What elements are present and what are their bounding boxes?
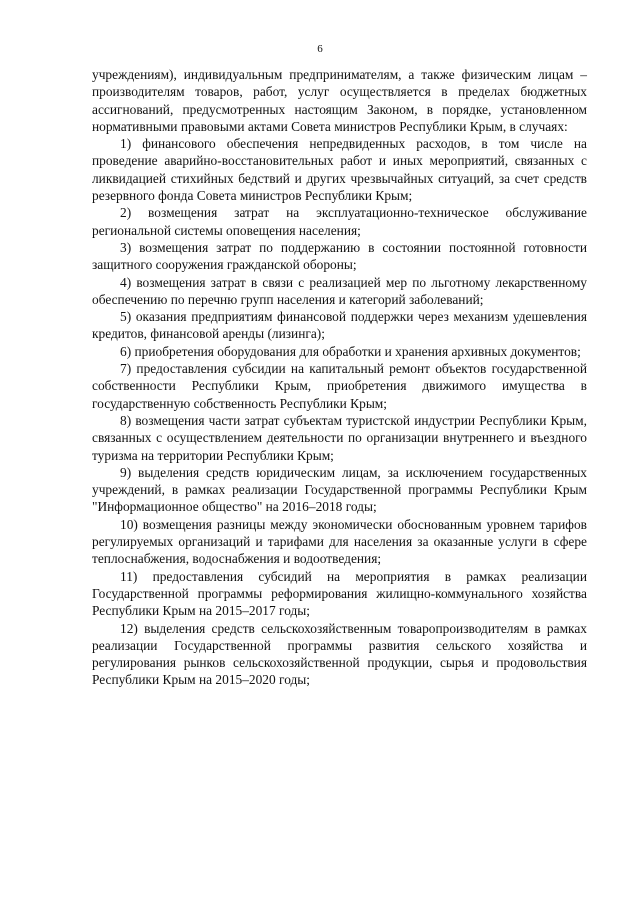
page-number: 6 [317, 43, 323, 55]
list-item-2: 2) возмещения затрат на эксплуатационно-техническое обслуживание региональной системы оповещения населения; [92, 205, 587, 238]
list-item-9: 9) выделения средств юридическим лицам, за исключением государственных учреждений, в рамках реализации Государственной программы Республики Крым "Информационное общество" на 2016–2018 годы; [92, 464, 587, 515]
list-item-5: 5) оказания предприятиям финансовой поддержки через механизм удешевления кредитов, финансовой аренды (лизинга); [92, 309, 587, 342]
document-body [92, 66, 587, 689]
list-item-7: 7) предоставления субсидии на капитальный ремонт объектов государственной собственности Республики Крым, приобретения движимого имущества в государственную собственность Республики Крым; [92, 361, 587, 411]
list-item-1: 1) финансового обеспечения непредвиденных расходов, в том числе на проведение аварийно-восстановительных работ и иных мероприятий, связанных с ликвидацией стихийных бедствий и других чрезвычайных ситуаций, за счет средств резервного фонда Совета министров Республики Крым; [92, 136, 587, 204]
list-item-3: 3) возмещения затрат по поддержанию в состоянии постоянной готовности защитного сооружения гражданской обороны; [92, 239, 587, 273]
list-item-12: 12) выделения средств сельскохозяйственным товаропроизводителям в рамках реализации Государственной программы развития сельского хозяйства и регулирования рынков сельскохозяйственной продукции, сырья и продовольствия Республики Крым на 2015–2020 годы; [92, 620, 587, 688]
intro-paragraph: учреждениям), индивидуальным предпринимателям, а также физическим лицам – производителям товаров, работ, услуг осуществляется в пределах бюджетных ассигнований, предусмотренных настоящим Законом, в порядке, установленном нормативными правовыми актами Совета министров Республики Крым, в случаях: [92, 67, 587, 134]
list-item-4: 4) возмещения затрат в связи с реализацией мер по льготному лекарственному обеспечению по перечню групп населения и категорий заболеваний; [92, 274, 587, 307]
list-item-6: 6) приобретения оборудования для обработки и хранения архивных документов; [120, 343, 581, 359]
list-item-8: 8) возмещения части затрат субъектам туристской индустрии Республики Крым, связанных с осуществлением деятельности по организации внутреннего и въездного туризма на территории Республики Крым; [92, 412, 587, 463]
list-item-11: 11) предоставления субсидий на мероприятия в рамках реализации Государственной программы реформирования жилищно-коммунального хозяйства Республики Крым на 2015–2017 годы; [92, 568, 587, 619]
list-item-10: 10) возмещения разницы между экономически обоснованным уровнем тарифов регулируемых организаций и тарифами для населения за оказанные услуги в сфере теплоснабжения, водоснабжения и водоотведения; [92, 516, 587, 567]
